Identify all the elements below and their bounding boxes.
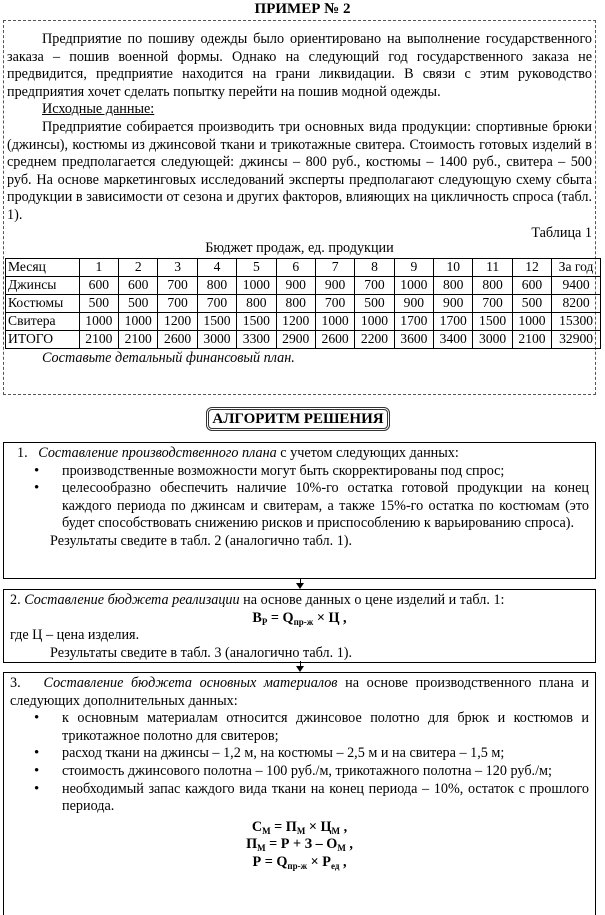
table-header-cell: 1 bbox=[79, 258, 118, 276]
intro-paragraph: Предприятие по пошиву одежды было ориентировано на выполнение государственного заказа – пошив военной формы. Однако на следующий год государственного заказа не предвидится, предприятие находится на грани ликвидации. В связи с этим руководство предприятия хочет сделать попытку перейти на пошив модной одежды. bbox=[7, 31, 592, 100]
table-header-cell: 3 bbox=[158, 258, 197, 276]
table-cell: Костюмы bbox=[6, 294, 80, 312]
list-item: • стоимость джинсового полотна – 100 руб./м, трикотажного полотна – 120 руб./м; bbox=[62, 763, 589, 781]
table-cell: 800 bbox=[197, 276, 236, 294]
step-3-number: 3. bbox=[10, 675, 21, 691]
table-cell: 1000 bbox=[355, 312, 394, 330]
table-cell: 900 bbox=[276, 276, 315, 294]
table-cell: 700 bbox=[197, 294, 236, 312]
table-cell: 1700 bbox=[394, 312, 433, 330]
table-cell: 3000 bbox=[473, 330, 512, 348]
task-text: Составьте детальный финансовый план. bbox=[42, 349, 295, 366]
step-1-result: Результаты сведите в табл. 2 (аналогично табл. 1). bbox=[50, 532, 353, 549]
table-cell: 2900 bbox=[276, 330, 315, 348]
table-cell: 8200 bbox=[552, 294, 601, 312]
table-cell: Джинсы bbox=[6, 276, 80, 294]
table-cell: 700 bbox=[158, 294, 197, 312]
step-3-box bbox=[3, 672, 596, 915]
table-cell: 3000 bbox=[197, 330, 236, 348]
step-2-title-rest: на основе данных о цене изделий и табл. 1: bbox=[239, 592, 505, 608]
page-title: ПРИМЕР № 2 bbox=[254, 1, 351, 17]
step-3-title-rest: на основе производственного плана и следующих дополнительных данных: bbox=[10, 675, 590, 709]
step-1-list bbox=[10, 463, 589, 533]
step-2-box bbox=[3, 589, 596, 663]
table-header-cell: 6 bbox=[276, 258, 315, 276]
table-row bbox=[6, 312, 601, 330]
table-header-cell: 5 bbox=[237, 258, 276, 276]
source-paragraph: Предприятие собирается производить три основных вида продукции: спортивные брюки (джинсы), костюмы из джинсовой ткани и трикотажные свитера. Стоимость готовых изделий в среднем предполагается следующей: джинсы – 800 руб., костюмы – 1400 руб., свитера – 500 руб. На основе маркетинговых исследований эксперты предполагают следующую схему сбыта продукции в зависимости от сезона и других факторов, влияющих на цикличность спроса (табл. 1). bbox=[7, 118, 592, 223]
table-cell: 900 bbox=[315, 276, 354, 294]
step-3-title: Составление бюджета основных материалов bbox=[43, 675, 338, 691]
table-cell: 2200 bbox=[355, 330, 394, 348]
step-2-title: Составление бюджета реализации bbox=[24, 592, 240, 608]
table-cell: 800 bbox=[434, 276, 473, 294]
table-cell: 600 bbox=[79, 276, 118, 294]
table-cell: 500 bbox=[355, 294, 394, 312]
list-item: • расход ткани на джинсы – 1,2 м, на костюмы – 2,5 м и на свитера – 1,5 м; bbox=[62, 745, 589, 763]
table-cell: 1000 bbox=[394, 276, 433, 294]
list-item: • целесообразно обеспечить наличие 10%-го остатка готовой продукции на конец каждого периода по джинсам и свитерам, а также 15%-го остатка по костюмам (это будет способствовать снижению рисков и приспособлению к варьированию спроса). bbox=[62, 480, 589, 533]
step-1-number: 1. bbox=[17, 445, 28, 461]
table-cell: 3600 bbox=[394, 330, 433, 348]
table-cell: Свитера bbox=[6, 312, 80, 330]
step-3-list bbox=[10, 710, 589, 816]
table-cell: 1000 bbox=[512, 312, 551, 330]
list-item: • необходимый запас каждого вида ткани на конец периода – 10%, остаток с прошлого периода. bbox=[62, 781, 589, 816]
table-cell: 2600 bbox=[315, 330, 354, 348]
step-2-result: Результаты сведите в табл. 3 (аналогично табл. 1). bbox=[50, 644, 353, 661]
table-cell: 1000 bbox=[119, 312, 158, 330]
step-2-number: 2. bbox=[10, 592, 21, 608]
table-cell: 2600 bbox=[158, 330, 197, 348]
table-row bbox=[6, 294, 601, 312]
table-cell: 900 bbox=[394, 294, 433, 312]
table-header-row bbox=[6, 258, 601, 276]
table-cell: 800 bbox=[237, 294, 276, 312]
step-1-title-rest: с учетом следующих данных: bbox=[276, 445, 459, 461]
table-cell: 1200 bbox=[158, 312, 197, 330]
table-cell: 9400 bbox=[552, 276, 601, 294]
source-heading: Исходные данные: bbox=[42, 101, 155, 118]
table-header-cell: 2 bbox=[119, 258, 158, 276]
table-cell: 1500 bbox=[473, 312, 512, 330]
table-cell: 800 bbox=[473, 276, 512, 294]
materials-formula: $Р = Q_{пр-ж} \times Р_{ед}$ , bbox=[252, 853, 347, 871]
table-header-cell: 4 bbox=[197, 258, 236, 276]
table-header-cell: 8 bbox=[355, 258, 394, 276]
table-cell: 600 bbox=[119, 276, 158, 294]
table-cell: 2100 bbox=[512, 330, 551, 348]
table-cell: 500 bbox=[512, 294, 551, 312]
table-row bbox=[6, 276, 601, 294]
table-cell: 1700 bbox=[434, 312, 473, 330]
step-1-box bbox=[3, 442, 596, 579]
table-header-cell: Месяц bbox=[6, 258, 80, 276]
table-cell: 500 bbox=[119, 294, 158, 312]
table-cell: 32900 bbox=[552, 330, 601, 348]
table-header-cell: За год bbox=[552, 258, 601, 276]
table-cell: 700 bbox=[158, 276, 197, 294]
table-cell: 3300 bbox=[237, 330, 276, 348]
table-cell: 900 bbox=[434, 294, 473, 312]
table-header-cell: 12 bbox=[512, 258, 551, 276]
table-cell: 1000 bbox=[237, 276, 276, 294]
table-cell: 1500 bbox=[197, 312, 236, 330]
table-cell: 700 bbox=[315, 294, 354, 312]
step-1-title: Составление производственного плана bbox=[38, 445, 277, 461]
table-cell: 2100 bbox=[119, 330, 158, 348]
table-header-cell: 11 bbox=[473, 258, 512, 276]
table-header-cell: 9 bbox=[394, 258, 433, 276]
table-cell: 500 bbox=[79, 294, 118, 312]
table-header-cell: 10 bbox=[434, 258, 473, 276]
list-item: • к основным материалам относится джинсовое полотно для брюк и костюмов и трикотажное полотно для свитеров; bbox=[62, 710, 589, 745]
table-caption: Бюджет продаж, ед. продукции bbox=[205, 240, 394, 257]
list-item: • производственные возможности могут быть скорректированы под спрос; bbox=[62, 463, 589, 481]
table-cell: 2100 bbox=[79, 330, 118, 348]
table-cell: 700 bbox=[355, 276, 394, 294]
example-box bbox=[3, 20, 596, 395]
table-cell: ИТОГО bbox=[6, 330, 80, 348]
table-cell: 1500 bbox=[237, 312, 276, 330]
materials-formula: $П_М = Р + З - О_М$ , bbox=[246, 836, 353, 854]
table-header-cell: 7 bbox=[315, 258, 354, 276]
revenue-formula: $В_Р = Q_{пр-ж} \times Ц$ , bbox=[252, 609, 347, 627]
step-2-where: где Ц – цена изделия. bbox=[10, 627, 140, 644]
table-row bbox=[6, 330, 601, 348]
table-cell: 15300 bbox=[552, 312, 601, 330]
table-cell: 800 bbox=[276, 294, 315, 312]
table-cell: 1200 bbox=[276, 312, 315, 330]
table-cell: 3400 bbox=[434, 330, 473, 348]
table-cell: 1000 bbox=[79, 312, 118, 330]
table-label: Таблица 1 bbox=[531, 224, 592, 241]
table-cell: 600 bbox=[512, 276, 551, 294]
sales-budget-table bbox=[5, 258, 601, 349]
table-cell: 700 bbox=[473, 294, 512, 312]
materials-formula: $С_М = П_М \times Ц_М$ , bbox=[251, 818, 348, 836]
table-cell: 1000 bbox=[315, 312, 354, 330]
algorithm-heading: АЛГОРИТМ РЕШЕНИЯ bbox=[206, 407, 390, 431]
